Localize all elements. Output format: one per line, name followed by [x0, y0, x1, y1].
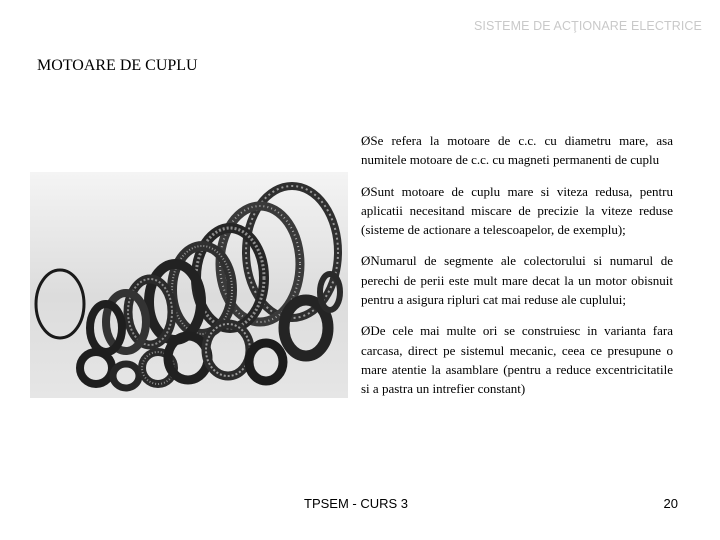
torque-motors-photo: [30, 172, 348, 398]
bullet-text: Sunt motoare de cuplu mare si viteza redusa, pentru aplicatii necesitand miscare de precizie la viteze reduse (sisteme de actionare a telescoapelor, de exemplu);: [361, 183, 673, 238]
bullet-marker: Ø: [361, 133, 371, 148]
bullet-list: [361, 131, 673, 411]
bullet-marker: Ø: [361, 253, 371, 269]
bullet-text: Se refera la motoare de c.c. cu diametru mare, asa numitele motoare de c.c. cu magneti permanenti de cuplu: [361, 133, 673, 168]
bullet-text: Numarul de segmente ale colectorului si numarul de perechi de perii este mult mare decat la un motor obisnuit pentru a asigura ripluri cat mai reduse ale cuplului;: [361, 253, 673, 308]
header-title: SISTEME DE ACŢIONARE ELECTRICE: [473, 19, 702, 33]
bullet-item: [361, 131, 673, 170]
bullet-text: De cele mai multe ori se construiesc in varianta fara carcasa, direct pe sistemul mecanic, ceea ce presupune o mare atentie la asamblare (pentru a reduce excentricitatile si a pastra un intrefier constant): [361, 323, 673, 397]
page-number: 20: [663, 496, 678, 511]
bullet-item: [361, 182, 673, 240]
bullet-item: [361, 321, 673, 398]
bullet-marker: Ø: [361, 183, 371, 199]
bullet-item: [361, 251, 673, 309]
bullet-marker: Ø: [361, 323, 371, 339]
footer-course: TPSEM - CURS 3: [304, 496, 409, 511]
slide-title: MOTOARE DE CUPLU: [37, 57, 198, 74]
